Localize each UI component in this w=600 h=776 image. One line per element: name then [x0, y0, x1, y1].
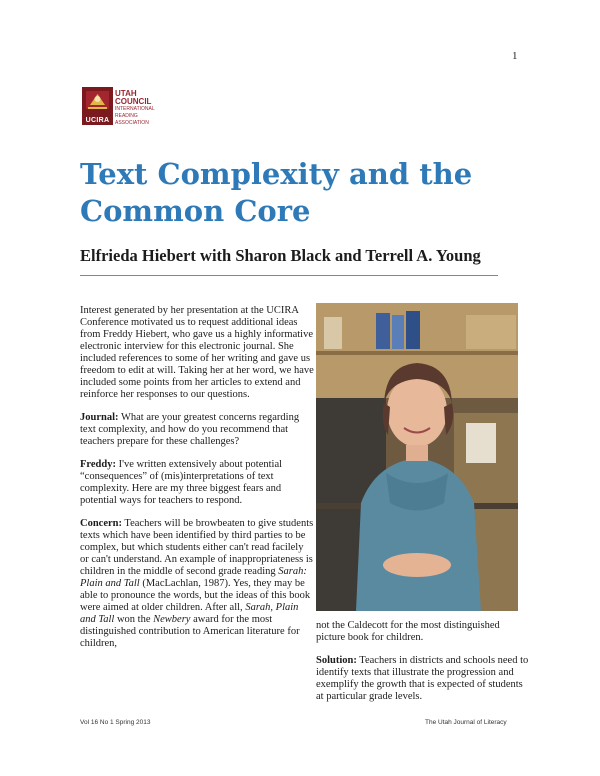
- logo-emblem-icon: [82, 87, 113, 115]
- continued-paragraph: not the Caldecott for the most distinguished picture book for children.: [316, 620, 500, 643]
- footer-issue: Vol 16 No 1 Spring 2013: [80, 719, 151, 726]
- left-column: [80, 305, 314, 661]
- footer-journal: The Utah Journal of Literacy: [425, 719, 507, 726]
- article-authors: Elfrieda Hiebert with Sharon Black and Terrell A. Young: [80, 246, 481, 265]
- page-number: 1: [512, 50, 518, 62]
- article-title: Text Complexity and the Common Core: [80, 157, 473, 228]
- ucira-logo: [82, 87, 155, 126]
- logo-abbr: UCIRA: [85, 117, 110, 124]
- journal-question: Journal: What are your greatest concerns regarding text complexity, and how do you recommend that teachers prepare for these challenges?: [80, 412, 300, 447]
- freddy-answer: Freddy: I've written extensively about potential “consequences” of (mis)interpretations of text complexity. Here are my three biggest fears and potential ways for teachers to respond.: [80, 459, 283, 506]
- intro-paragraph: Interest generated by her presentation at the UCIRA Conference motivated us to request additional ideas from Freddy Hiebert, who gave us a highly informative electronic interview for this electronic journal. She included references to some of her writing and gave us freedom to edit at will. Taking her at her word, we have included some points from her articles to extend and reinforce her responses to our questions.: [80, 305, 314, 400]
- logo-shield: [82, 87, 113, 125]
- logo-org-name: UTAH COUNCIL INTERNATIONAL READING ASSOCIATION: [115, 89, 155, 126]
- title-divider: [80, 275, 498, 276]
- author-photo: [316, 303, 518, 611]
- author-portrait-image: [316, 303, 518, 611]
- concern-paragraph: Concern: Teachers will be browbeaten to give students texts which have been identified by third parties to be complex, but which students either can't read facilely or can't understand. An example of inappropriateness is children in the middle of second grade reading Sarah: Plain and Tall (MacLachlan, 1987). Yes, they may be able to pronounce the words, but the ideas of this book were aimed at older children. After all, Sarah, Plain and Tall won the Newbery award for the most distinguished contribution to American literature for children,: [80, 518, 314, 649]
- right-column: [316, 620, 530, 714]
- solution-paragraph: Solution: Teachers in districts and schools need to identify texts that illustrate the progression and exemplify the growth that is expected of students at particular grade levels.: [316, 655, 529, 702]
